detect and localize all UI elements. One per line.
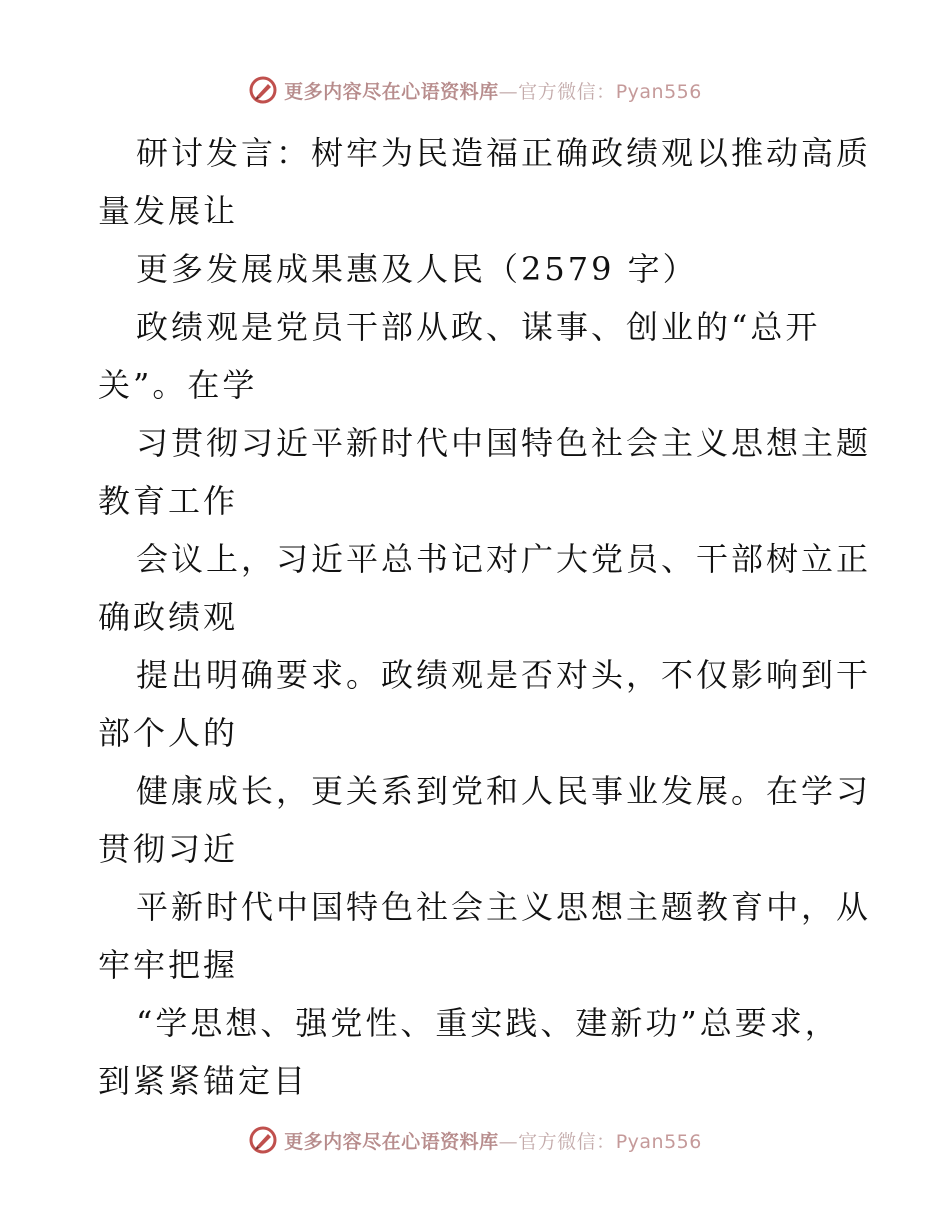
text-line: 研讨发言：树牢为民造福正确政绩观以推动高质 [136, 134, 872, 172]
text-line: 平新时代中国特色社会主义思想主题教育中，从 [136, 888, 872, 926]
text-line: 牢牢把握 [98, 946, 239, 984]
text-line: 确政绩观 [98, 598, 239, 636]
text-line: 部个人的 [98, 714, 239, 752]
text-line: 会议上，习近平总书记对广大党员、干部树立正 [136, 540, 872, 578]
header-watermark [0, 72, 950, 108]
text-line: “学思想、强党性、重实践、建新功”总要求， [136, 1004, 840, 1042]
text-line: 量发展让 [98, 192, 239, 230]
text-line: 教育工作 [98, 482, 239, 520]
text-line: 健康成长，更关系到党和人民事业发展。在学习 [136, 772, 872, 810]
watermark-text: 更多内容尽在心语资料库—官方微信：Pyan556 [284, 80, 702, 103]
text-line: 关”。在学 [98, 366, 258, 404]
footer-watermark [0, 1122, 950, 1158]
document-body [98, 124, 872, 1110]
text-line: 贯彻习近 [98, 830, 239, 868]
text-line: 到紧紧锚定目 [98, 1062, 309, 1100]
watermark-text: 更多内容尽在心语资料库—官方微信：Pyan556 [284, 1130, 702, 1153]
text-line: 提出明确要求。政绩观是否对头，不仅影响到干 [136, 656, 872, 694]
text-line: 习贯彻习近平新时代中国特色社会主义思想主题 [136, 424, 872, 462]
text-line: 政绩观是党员干部从政、谋事、创业的“总开 [136, 308, 821, 346]
pen-logo-icon [248, 1125, 278, 1155]
text-line: 更多发展成果惠及人民（2579 字） [136, 250, 698, 288]
pen-logo-icon [248, 75, 278, 105]
